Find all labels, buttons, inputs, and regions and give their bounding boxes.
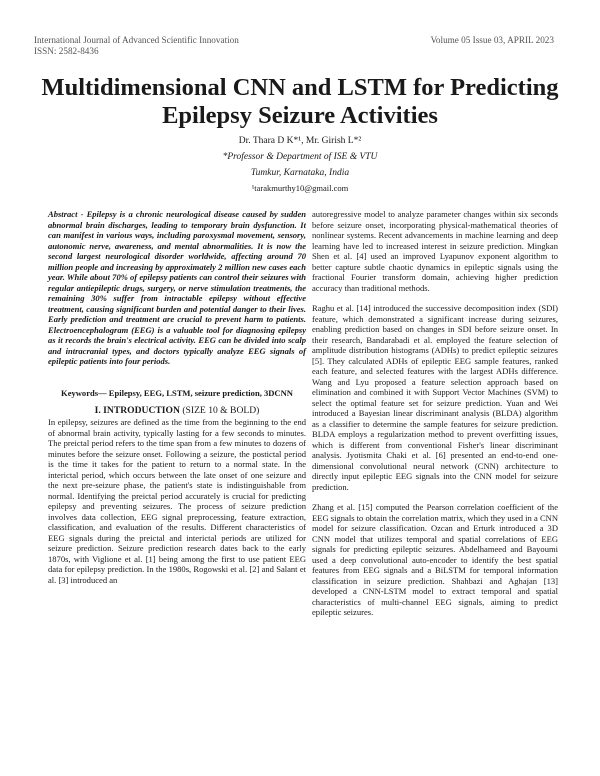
body-paragraph-2: Raghu et al. [14] introduced the successive decomposition index (SDI) feature, which demonstrated a significant increase during seizures, enabling prediction based on changes in SDI before seizure onset. In their research, Bandarabadi et al. employed the feature selection of amplitude distribution histograms (ADHs) to predict epileptic seizures [5]. They calculated ADHs of epileptic EEG sample features, ranked each feature, and selected features with the largest ADHs difference. Wang and Lyu proposed a feature selection approach based on elimination and combined it with Support Vector Machines (SVM) to select the optimal feature set for seizure prediction. Yuan and Wei introduced a Bayesian linear discriminant analysis (BLDA) algorithm as a classifier to determine the sample features for seizure prediction. BLDA employs a regularization method to prevent overfitting issues, which is different from conventional Fisher's linear discriminant analysis. Jyotismita Chaki et al. [6] presented an end-to-end one-dimensional convolutional neural network (CNN) architecture to directly input epileptic EEG signals into the CNN model for seizure prediction. [312,303,558,492]
section-heading [48,406,306,417]
email: ¹tarakmurthy10@gmail.com [251,183,349,193]
volume-issue: Volume 05 Issue 03, APRIL 2023 [430,35,554,45]
title-line-1: Multidimensional CNN and LSTM for Predicting [41,74,559,101]
body-paragraph-3: Zhang et al. [15] computed the Pearson correlation coefficient of the EEG signals to obtain the correlation matrix, which they used in a CNN model for seizure classification. Ozcan and Erturk introduced a 3D CNN model that utilizes temporal and spatial correlations of EEG signals for predicting epileptic seizures. Abdelhameed and Bayoumi used a deep convolutional auto-encoder to identify the best spatial features from EEG signals and a BiLSTM for temporal information classification in seizure prediction. Shahbazi and Aghajan [13] developed a CNN-LSTM model to extract temporal and spatial characteristics of multi-channel EEG signals, aiming to predict epileptic seizures. [312,502,558,617]
left-column [48,209,306,585]
body-paragraph-1: autoregressive model to analyze parameter changes within six seconds before seizure onset, incorporating physical-mathematical theories of nonlinear systems. Recent advancements in machine learning and deep learning have led to increased interest in seizure prediction. Mingkan Shen et al. [4] used an improved Lyapunov exponent algorithm to better capture subtle chaotic dynamics in epileptic signals using the fractional Fourier transform domain, achieving higher prediction accuracy than traditional methods. [312,209,558,293]
right-column [312,209,558,618]
location: Tumkur, Karnataka, India [250,168,350,178]
abstract: Abstract - Epilepsy is a chronic neurological disease caused by sudden abnormal brain discharges, leading to temporary brain dysfunction. It can manifest in various ways, including paroxysmal movement, sensory, autonomic nerve, awareness, and mental abnormalities. It is now the second largest neurological disorder worldwide, affecting around 70 million people and increasing by approximately 2 million new cases each year. While about 70% of epilepsy patients can control their seizures with regular antiepileptic drugs, surgery, or nerve stimulation treatments, the remaining 30% suffer from intractable epilepsy without effective treatment, causing significant burden and potential danger to their lives. Early prediction and treatment are crucial to prevent harm to patients. Electroencephalogram (EEG) is a valuable tool for diagnosing epilepsy as it records the brain's electrical activity. EEG can be divided into scalp and intracranial types, and doctors typically analyze EEG signals of epileptic patients into four periods. [48,209,306,366]
authors: Dr. Thara D K*¹, Mr. Girish L*² [238,136,362,146]
intro-paragraph: In epilepsy, seizures are defined as the time from the beginning to the end of abnormal brain activity, typically lasting for a few seconds to minutes. The preictal period refers to the time span from a few minutes to dozens of minutes before the seizure onset. Following a seizure, the postictal period is the time it takes for the patient to return to a normal state. In the interictal period, which occurs between the late onset of one seizure and the next pre-seizure phase, the patient's state is indistinguishable from normal. Identifying the preictal period accurately is crucial for predicting epilepsy and preventing seizures. The process of seizure prediction involves data collection, EEG signal preprocessing, feature extraction, classification, and evaluation of the results. Different characteristics of EEG signals during the preictal and interictal periods are utilized for seizure prediction. Seizure prediction research dates back to the early 1870s, with Viglione et al. [1] being among the first to use patient EEG data for epilepsy prediction. In the 1980s, Rogowski et al. [2] and Salant et al. [3] introduced an [48,417,306,585]
keywords: Keywords— Epilepsy, EEG, LSTM, seizure prediction, 3DCNN [61,387,293,398]
section-heading-text: I. INTRODUCTION [94,404,180,416]
journal-name: International Journal of Advanced Scientific Innovation [34,35,239,45]
paper-title [20,74,580,130]
affiliation: *Professor & Department of ISE & VTU [222,152,378,162]
title-line-2: Epilepsy Seizure Activities [162,102,438,129]
section-heading-note: (SIZE 10 & BOLD) [182,404,260,416]
issn: ISSN: 2582-8436 [34,46,99,56]
